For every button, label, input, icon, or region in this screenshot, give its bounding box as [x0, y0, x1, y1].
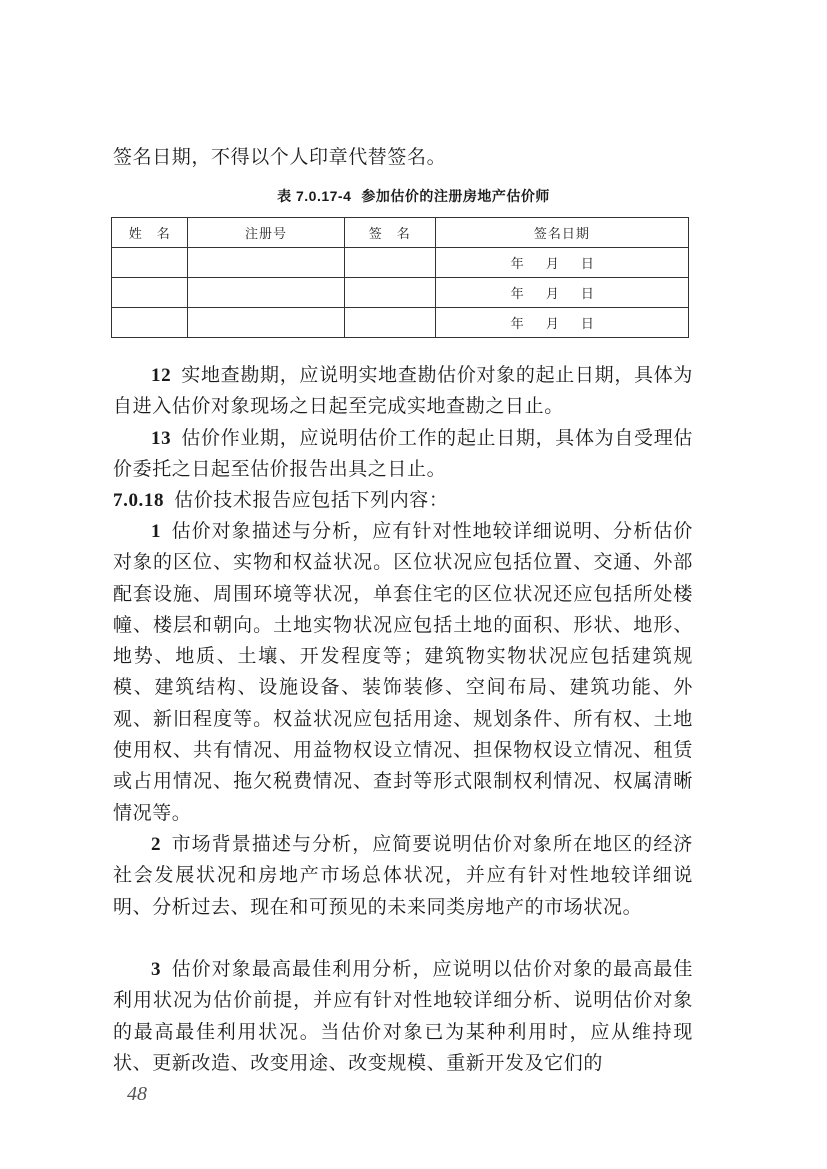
header-signature: 签 名 [344, 218, 435, 248]
sub-item-number: 1 [151, 521, 162, 542]
sub-item-text: 估价对象最高最佳利用分析，应说明以估价对象的最高最佳利用状况为估价前提，并应有针对性地较详细分析、说明估价对象的最高最佳利用状况。当估价对象已为某种利用时，应从维持现状、更新改造、改变用途、改变规模、重新开发及它们的 [113, 958, 693, 1074]
cell-signature [344, 278, 435, 308]
cell-name [112, 308, 188, 338]
date-month: 月 [545, 287, 559, 302]
cell-registration-number [188, 308, 344, 338]
date-day: 日 [580, 317, 594, 332]
cell-signature-date [435, 278, 688, 308]
header-signature-date: 签名日期 [435, 218, 688, 248]
section-text: 估价技术报告应包括下列内容： [174, 489, 449, 511]
date-year: 年 [510, 257, 524, 272]
page-number: 48 [127, 1083, 147, 1105]
cell-registration-number [188, 248, 344, 278]
cell-signature-date [435, 308, 688, 338]
table-caption [0, 186, 827, 206]
item-number: 13 [151, 428, 172, 449]
item-text: 实地查勘期，应说明实地查勘估价对象的起止日期，具体为自进入估价对象现场之日起至完成实地查勘之日止。 [113, 364, 693, 418]
cell-signature-date [435, 248, 688, 278]
sub-item-2 [113, 829, 693, 923]
item-number: 12 [151, 365, 172, 386]
cell-signature [344, 308, 435, 338]
sub-item-number: 3 [151, 959, 162, 980]
table-row [112, 278, 689, 308]
section-7-0-18 [113, 485, 693, 516]
sub-item-text: 估价对象描述与分析，应有针对性地较详细说明、分析估价对象的区位、实物和权益状况。区位状况应包括位置、交通、外部配套设施、周围环境等状况，单套住宅的区位状况还应包括所处楼幢、楼层和朝向。土地实物状况应包括土地的面积、形状、地形、地势、地质、土壤、开发程度等；建筑物实物状况应包括建筑规模、建筑结构、设施设备、装饰装修、空间布局、建筑功能、外观、新旧程度等。权益状况应包括用途、规划条件、所有权、土地使用权、共有情况、用益物权设立情况、担保物权设立情况、租赁或占用情况、拖欠税费情况、查封等形式限制权利情况、权属清晰情况等。 [113, 520, 693, 824]
sub-item-number: 2 [151, 834, 162, 855]
date-month: 月 [545, 317, 559, 332]
header-name: 姓 名 [112, 218, 188, 248]
date-year: 年 [510, 317, 524, 332]
date-month: 月 [545, 257, 559, 272]
cell-name [112, 248, 188, 278]
date-year: 年 [510, 287, 524, 302]
sub-item-text: 市场背景描述与分析，应简要说明估价对象所在地区的经济社会发展状况和房地产市场总体状况，并应有针对性地较详细说明、分析过去、现在和可预见的未来同类房地产的市场状况。 [113, 833, 693, 918]
table-header-row [112, 218, 689, 248]
sub-item-1 [113, 516, 693, 829]
date-day: 日 [580, 287, 594, 302]
table-row [112, 248, 689, 278]
cell-signature [344, 248, 435, 278]
cell-name [112, 278, 188, 308]
sub-item-3 [113, 954, 693, 1079]
table-caption-title: 参加估价的注册房地产估价师 [361, 189, 550, 205]
section-number: 7.0.18 [113, 490, 165, 511]
date-day: 日 [580, 257, 594, 272]
item-12 [113, 360, 693, 423]
intro-line: 签名日期，不得以个人印章代替签名。 [113, 146, 447, 168]
header-registration-number: 注册号 [188, 218, 344, 248]
table-caption-number: 表 7.0.17-4 [277, 188, 352, 204]
table-row [112, 308, 689, 338]
registered-appraisers-table [111, 217, 689, 338]
item-text: 估价作业期，应说明估价工作的起止日期，具体为自受理估价委托之日起至估价报告出具之日止。 [113, 427, 693, 481]
item-13 [113, 423, 693, 486]
cell-registration-number [188, 278, 344, 308]
